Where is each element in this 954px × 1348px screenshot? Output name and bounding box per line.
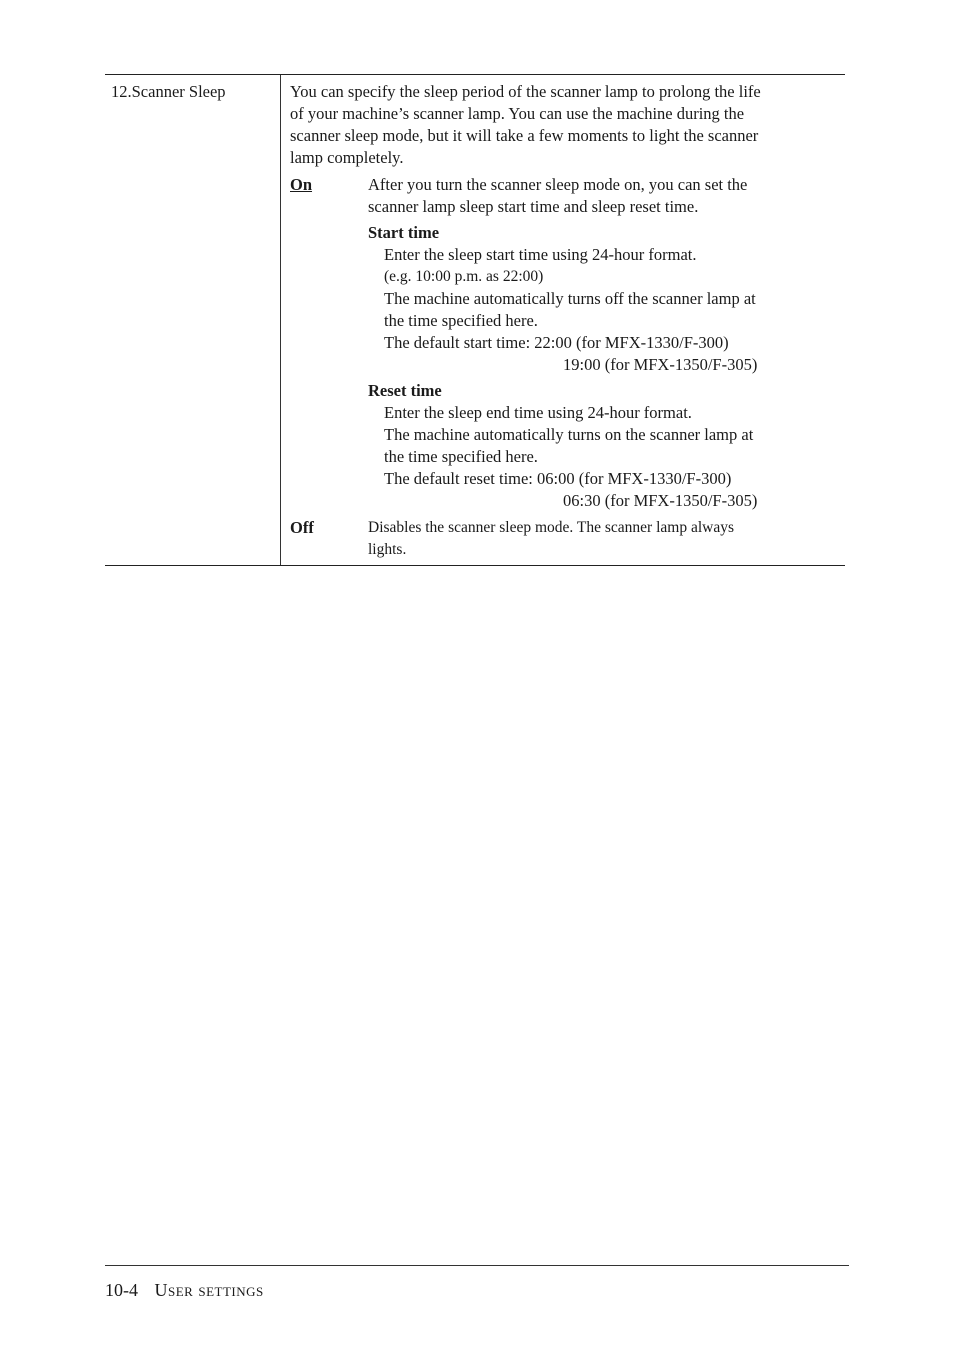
start-time-alt-default: 19:00 (for MFX-1350/F-305): [563, 355, 758, 374]
start-time-default: The default start time: 22:00 (for MFX-1330/F-300): [384, 333, 729, 352]
start-time-line: (e.g. 10:00 p.m. as 22:00): [384, 268, 544, 285]
start-time-line: Enter the sleep start time using 24-hour format.: [384, 245, 697, 264]
option-off-label: Off: [290, 518, 314, 537]
start-time-line: The machine automatically turns off the scanner lamp at: [384, 289, 756, 308]
option-on-line: After you turn the scanner sleep mode on, you can set the: [368, 175, 748, 194]
section-name: User settings: [154, 1280, 264, 1300]
page-footer: [105, 1279, 264, 1301]
setting-intro: [290, 81, 841, 169]
intro-line: You can specify the sleep period of the scanner lamp to prolong the life: [290, 82, 761, 101]
reset-time-alt-default: 06:30 (for MFX-1350/F-305): [563, 491, 758, 510]
option-on: [290, 174, 841, 512]
reset-time-heading: Reset time: [368, 381, 442, 400]
setting-name-cell: [105, 75, 281, 565]
intro-line: scanner sleep mode, but it will take a few moments to light the scanner: [290, 126, 759, 145]
reset-time-line: The machine automatically turns on the scanner lamp at: [384, 425, 754, 444]
option-off-line: lights.: [368, 541, 407, 558]
start-time-line: the time specified here.: [384, 311, 538, 330]
option-off: [290, 517, 841, 561]
intro-line: of your machine’s scanner lamp. You can use the machine during the: [290, 104, 745, 123]
reset-time-details: [368, 402, 841, 512]
footer-rule: [105, 1265, 849, 1266]
option-off-body: [368, 517, 841, 561]
option-on-body: [368, 174, 841, 512]
setting-description-cell: [281, 75, 845, 565]
reset-time-default: The default reset time: 06:00 (for MFX-1330/F-300): [384, 469, 732, 488]
option-off-line: Disables the scanner sleep mode. The scanner lamp always: [368, 519, 734, 536]
settings-table: [105, 74, 845, 566]
page-number: 10-4: [105, 1280, 138, 1300]
reset-time-line: Enter the sleep end time using 24-hour format.: [384, 403, 692, 422]
start-time-heading: Start time: [368, 223, 440, 242]
start-time-details: [368, 244, 841, 376]
intro-line: lamp completely.: [290, 148, 404, 167]
option-on-label: On: [290, 175, 313, 194]
setting-name: 12.Scanner Sleep: [111, 82, 226, 101]
reset-time-line: the time specified here.: [384, 447, 538, 466]
option-on-line: scanner lamp sleep start time and sleep reset time.: [368, 197, 699, 216]
